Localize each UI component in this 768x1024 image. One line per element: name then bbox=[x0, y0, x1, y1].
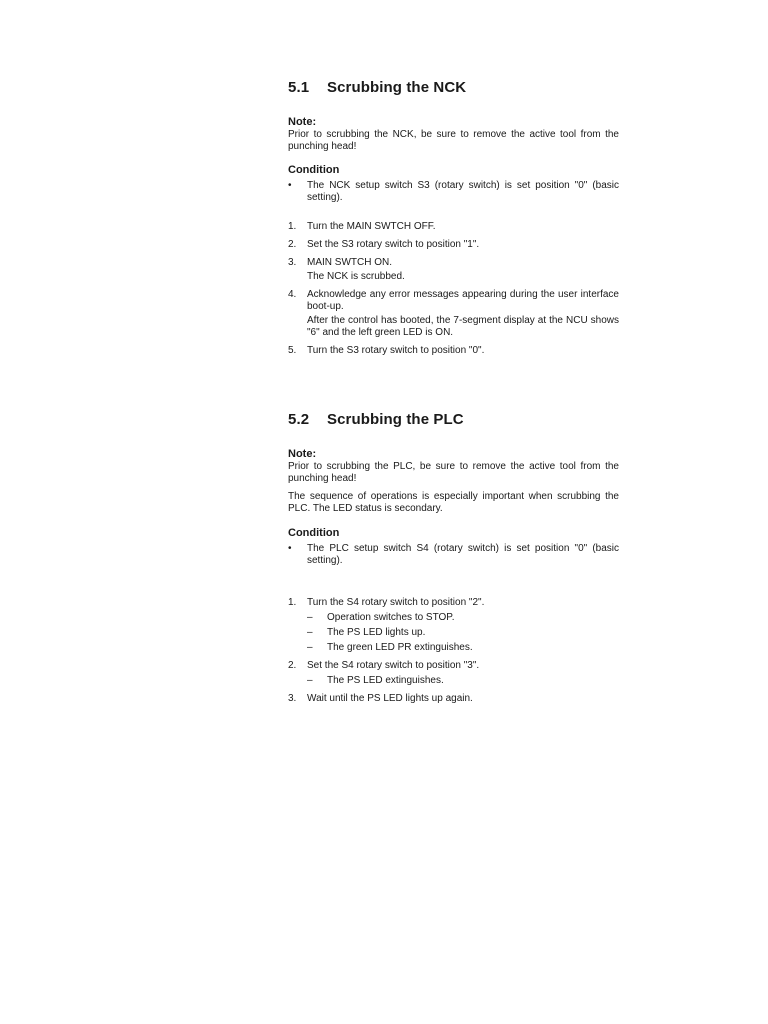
bullet-marker: • bbox=[288, 180, 292, 191]
dash-text: The green LED PR extinguishes. bbox=[327, 642, 473, 653]
dash-item bbox=[307, 612, 619, 624]
note-text-2: The sequence of operations is especially important when scrubbing the PLC. The LED status is secondary. bbox=[288, 491, 619, 514]
step-item bbox=[288, 345, 619, 357]
section-heading bbox=[288, 79, 619, 96]
bullet-text: The PLC setup switch S4 (rotary switch) is set position "0" (basic setting). bbox=[307, 543, 619, 566]
note-label: Note: bbox=[288, 448, 317, 460]
step-text: MAIN SWTCH ON. bbox=[307, 257, 392, 268]
step-number: 1. bbox=[288, 221, 297, 232]
dash-marker: – bbox=[307, 642, 313, 653]
step-number: 5. bbox=[288, 345, 297, 356]
step-item bbox=[288, 660, 619, 687]
dash-marker: – bbox=[307, 627, 313, 638]
step-text: Turn the S3 rotary switch to position "0". bbox=[307, 345, 485, 356]
step-text: Turn the MAIN SWTCH OFF. bbox=[307, 221, 436, 232]
section-number: 5.1 bbox=[288, 79, 310, 96]
note-text: Prior to scrubbing the NCK, be sure to remove the active tool from the punching head! bbox=[288, 129, 619, 152]
bullet-marker: • bbox=[288, 543, 292, 554]
note-text: Prior to scrubbing the PLC, be sure to remove the active tool from the punching head! bbox=[288, 461, 619, 484]
section-number: 5.2 bbox=[288, 411, 310, 428]
note-block bbox=[288, 116, 619, 153]
section-5-2 bbox=[288, 411, 619, 428]
bullet-text: The NCK setup switch S3 (rotary switch) is set position "0" (basic setting). bbox=[307, 180, 619, 203]
condition-label: Condition bbox=[288, 164, 340, 176]
step-text: Wait until the PS LED lights up again. bbox=[307, 693, 473, 704]
steps-list bbox=[288, 597, 619, 705]
step-item bbox=[288, 597, 619, 654]
step-number: 2. bbox=[288, 239, 297, 250]
step-text: Acknowledge any error messages appearing during the user interface boot-up. bbox=[307, 289, 619, 312]
step-subtext: After the control has booted, the 7-segment display at the NCU shows "6" and the left green LED is ON. bbox=[307, 315, 619, 338]
step-number: 3. bbox=[288, 257, 297, 268]
section-title: Scrubbing the PLC bbox=[327, 411, 464, 428]
condition-block bbox=[288, 527, 619, 567]
condition-bullet bbox=[288, 543, 619, 567]
step-item bbox=[288, 221, 619, 233]
condition-bullet bbox=[288, 180, 619, 204]
condition-block bbox=[288, 164, 619, 204]
dash-item bbox=[307, 627, 619, 639]
step-item bbox=[288, 257, 619, 283]
note-label: Note: bbox=[288, 116, 317, 128]
section-heading bbox=[288, 411, 619, 428]
step-number: 3. bbox=[288, 693, 297, 704]
section-title: Scrubbing the NCK bbox=[327, 79, 467, 96]
step-item bbox=[288, 289, 619, 339]
dash-item bbox=[307, 675, 619, 687]
dash-text: The PS LED extinguishes. bbox=[327, 675, 444, 686]
dash-text: The PS LED lights up. bbox=[327, 627, 426, 638]
step-number: 1. bbox=[288, 597, 297, 608]
dash-marker: – bbox=[307, 675, 313, 686]
dash-marker: – bbox=[307, 612, 313, 623]
step-text: Set the S3 rotary switch to position "1". bbox=[307, 239, 480, 250]
step-text: Turn the S4 rotary switch to position "2". bbox=[307, 597, 485, 608]
dash-text: Operation switches to STOP. bbox=[327, 612, 455, 623]
note-block bbox=[288, 448, 619, 515]
condition-label: Condition bbox=[288, 527, 340, 539]
steps-list bbox=[288, 221, 619, 357]
step-number: 4. bbox=[288, 289, 297, 300]
section-5-1 bbox=[288, 79, 619, 96]
step-number: 2. bbox=[288, 660, 297, 671]
step-item bbox=[288, 693, 619, 705]
step-subtext: The NCK is scrubbed. bbox=[307, 271, 405, 282]
dash-item bbox=[307, 642, 619, 654]
step-item bbox=[288, 239, 619, 251]
step-text: Set the S4 rotary switch to position "3". bbox=[307, 660, 480, 671]
